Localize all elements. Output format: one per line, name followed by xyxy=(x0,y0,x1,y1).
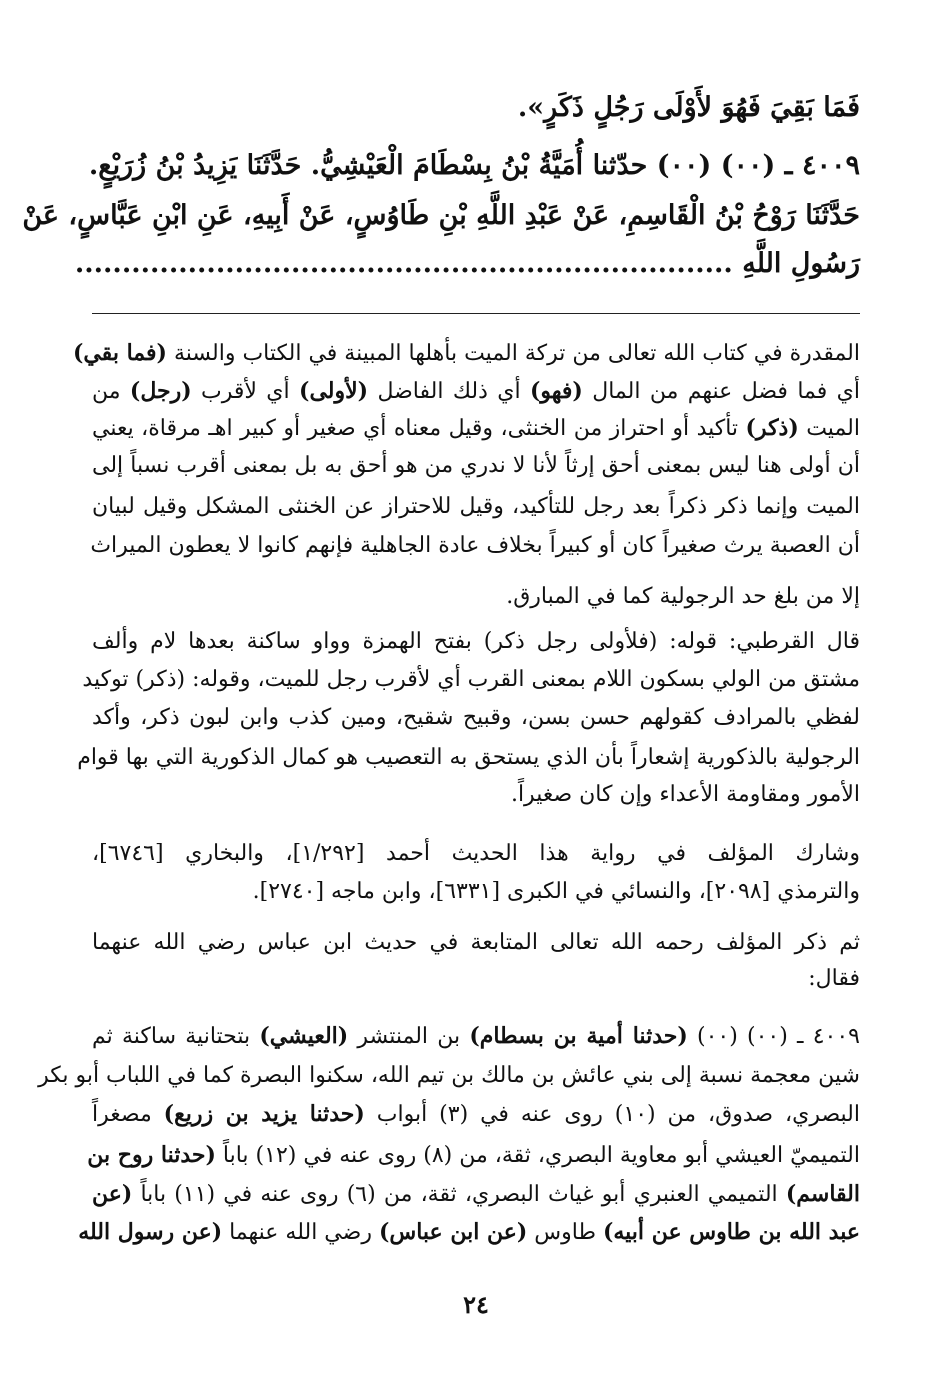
commentary-text: أن العصبة يرث صغيراً كان أو كبيراً بخلاف عادة الجاهلية فإنهم كانوا لا يعطون الميراث xyxy=(90,533,860,558)
commentary-line xyxy=(92,629,860,654)
hadith-text-line-3: حَدَّثَنَا رَوْحُ بْنُ الْقَاسِمِ، عَنْ عَبْدِ اللَّهِ بْنِ طَاوُسٍ، عَنْ أَبِيهِ، عَنِ ابْنِ عَبَّاسٍ، عَنْ xyxy=(22,200,860,231)
commentary-line xyxy=(92,782,860,807)
bold-quote: (حدثنا يزيد بن زريع) xyxy=(163,1101,365,1127)
commentary-line xyxy=(92,1101,860,1127)
bold-quote: عبد الله بن طاوس عن أبيه) xyxy=(602,1219,860,1245)
commentary-line xyxy=(92,378,860,404)
commentary-line xyxy=(92,841,860,866)
commentary-line xyxy=(78,1219,860,1245)
commentary-text: شين معجمة نسبة إلى بني عائش بن مالك بن تيم الله، سكنوا البصرة كما في اللباب أبو بكر xyxy=(38,1063,860,1088)
hadith-text-line-1: فَمَا بَقِيَ فَهُوَ لأَوْلَى رَجُلٍ ذَكَرٍ». xyxy=(517,92,860,123)
commentary-text: ٤٠٠٩ ـ (٠٠) (٠٠) xyxy=(687,1024,860,1049)
bold-quote: (عن ابن عباس) xyxy=(378,1219,528,1245)
bold-quote: (ذكر) xyxy=(745,415,799,441)
commentary-text: الأمور ومقاومة الأعداء وإن كان صغيراً. xyxy=(510,782,860,807)
commentary-text: البصري، صدوق، من (١٠) روى عنه في (٣) أبواب xyxy=(364,1102,860,1127)
bold-quote: (عن xyxy=(92,1181,133,1207)
commentary-line xyxy=(92,584,860,609)
hadith-text-line-2: ٤٠٠٩ ـ (٠٠) (٠٠) حدّثنا أُمَيَّةُ بْنُ بِسْطَامَ الْعَيْشِيُّ. حَدَّثَنَا يَزِيدُ بْنُ زُرَيْعٍ. xyxy=(88,150,860,181)
bold-quote: (رجل) xyxy=(129,378,192,404)
bold-quote: (حدثنا روح بن xyxy=(87,1142,216,1168)
commentary-line xyxy=(38,1063,860,1088)
commentary-line xyxy=(87,1142,860,1168)
commentary-text: طاوس xyxy=(527,1220,603,1245)
footnote-divider xyxy=(92,313,860,314)
commentary-line xyxy=(92,966,860,991)
commentary-line xyxy=(92,1023,860,1049)
commentary-line xyxy=(92,494,860,519)
commentary-text: قال القرطبي: قوله: (فلأولى رجل ذكر) بفتح الهمزة وواو ساكنة بعدها لام وألف xyxy=(92,629,860,654)
commentary-line xyxy=(92,453,860,478)
commentary-text: لفظي بالمرادف كقولهم حسن بسن، وقبيح شقيح، ومين كذب وابن لبون ذكر، وأكد xyxy=(92,705,860,730)
commentary-text: والترمذي [٢٠٩٨]، والنسائي في الكبرى [٦٣٣١]، وابن ماجه [٢٧٤٠]. xyxy=(252,879,860,904)
commentary-text: أن أولى هنا ليس بمعنى أحق إرثاً لأنا لا ندري من هو أحق به بل بمعنى أقرب نسباً إلى xyxy=(92,453,860,478)
commentary-text: وشارك المؤلف في رواية هذا الحديث أحمد [١/٢٩٢]، والبخاري [٦٧٤٦]، xyxy=(92,841,860,866)
bold-quote: (العيشي) xyxy=(259,1023,349,1049)
commentary-line xyxy=(77,745,860,770)
commentary-text: المقدرة في كتاب الله تعالى من تركة الميت بأهلها المبينة في الكتاب والسنة xyxy=(166,341,860,366)
commentary-text: أي لأقرب xyxy=(191,379,300,404)
commentary-text: مشتق من الولي بسكون اللام بمعنى القرب أي لأقرب رجل للميت، وقوله: (ذكر) توكيد xyxy=(82,667,860,692)
hadith-text-line-4: رَسُولِ اللَّهِ ...................................................................... xyxy=(74,248,860,279)
commentary-text: الميت xyxy=(798,416,860,441)
commentary-line xyxy=(72,340,860,366)
bold-quote: (لأولى) xyxy=(299,378,369,404)
bold-quote: القاسم) xyxy=(785,1181,860,1207)
bold-quote: (حدثنا أمية بن بسطام) xyxy=(469,1023,688,1049)
commentary-line xyxy=(92,533,860,558)
commentary-text: الميت وإنما ذكر ذكراً بعد رجل للتأكيد، وقيل للاحتراز عن الخنثى المشكل وقيل لبيان xyxy=(92,494,860,519)
commentary-text: بن المنتشر xyxy=(348,1024,470,1049)
commentary-line xyxy=(92,705,860,730)
commentary-text: التميمي العنبري أبو غياث البصري، ثقة، من (٦) روى عنه في (١١) باباً xyxy=(132,1182,786,1207)
commentary-text: رضي الله عنهما xyxy=(222,1220,379,1245)
commentary-text: أي فما فضل عنهم من المال xyxy=(582,379,860,404)
commentary-text: بتحتانية ساكنة ثم xyxy=(92,1024,260,1049)
commentary-line xyxy=(92,415,860,441)
commentary-text: مصغراً xyxy=(92,1102,164,1127)
commentary-line xyxy=(82,667,860,692)
bold-quote: (عن رسول الله xyxy=(78,1219,223,1245)
commentary-line xyxy=(92,930,860,955)
commentary-text: فقال: xyxy=(808,966,860,991)
commentary-text: أي ذلك الفاضل xyxy=(368,379,530,404)
page-number: ٢٤ xyxy=(463,1290,489,1319)
commentary-text: الرجولية بالذكورية إشعاراً بأن الذي يستحق به التعصيب هو كمال الذكورية التي بها قوام xyxy=(77,745,860,770)
commentary-text: من xyxy=(92,379,130,404)
commentary-text: ثم ذكر المؤلف رحمه الله تعالى المتابعة في حديث ابن عباس رضي الله عنهما xyxy=(92,930,860,955)
commentary-line xyxy=(92,879,860,904)
commentary-text: إلا من بلغ حد الرجولية كما في المبارق. xyxy=(506,584,860,609)
commentary-text: التميميّ العيشي أبو معاوية البصري، ثقة، من (٨) روى عنه في (١٢) باباً xyxy=(215,1143,860,1168)
bold-quote: (فهو) xyxy=(530,378,583,404)
bold-quote: (فما بقي) xyxy=(72,340,167,366)
commentary-line xyxy=(92,1181,860,1207)
commentary-text: تأكيد أو احتراز من الخنثى، وقيل معناه أي صغير أو كبير اهـ مرقاة، يعني xyxy=(92,416,746,441)
